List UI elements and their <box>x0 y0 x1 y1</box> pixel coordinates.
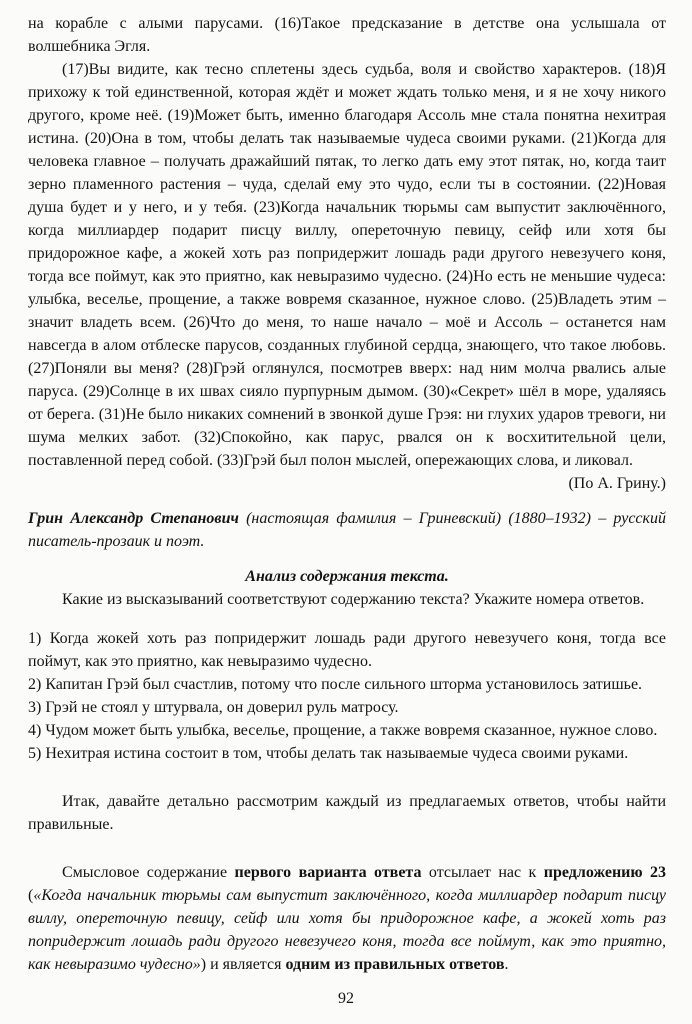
analysis-seg-6: ) и является <box>200 956 286 973</box>
analysis-seg-1: первого варианта ответа <box>234 864 422 881</box>
author-note <box>28 507 666 553</box>
analysis-seg-2: отсылает нас к <box>421 864 544 881</box>
analysis-seg-8: . <box>504 956 509 973</box>
analysis-seg-7: одним из правильных ответов <box>285 956 505 973</box>
attribution: (По А. Грину.) <box>568 475 666 492</box>
author-note-name: Грин Александр Степанович <box>28 510 239 527</box>
opening-paragraph: на корабле с алыми парусами. (16)Такое предсказание в детстве она услышала от волшебника Эгля. <box>28 15 666 55</box>
options-list <box>28 627 666 765</box>
task-question: Какие из высказываний соответствуют содержанию текста? Укажите номера ответов. <box>62 591 645 608</box>
analysis-quote: «Когда начальник тюрьмы сам выпустит заключённого, когда миллиардер подарит писцу виллу, опереточную певицу, сейф или хотя бы придорожное кафе, а жокей хоть раз попридержит лошадь ради другого невезучего коня, тогда все поймут, как это приятно, как невыразимо чудесно» <box>28 887 666 973</box>
option-1: 1) Когда жокей хоть раз попридержит лошадь ради другого невезучего коня, тогда все поймут, как это приятно, как невыразимо чудесно. <box>28 630 666 670</box>
analysis-seg-0: Смысловое содержание <box>62 864 235 881</box>
option-5: 5) Нехитрая истина состоит в том, чтобы делать так называемые чудеса своими руками. <box>28 745 629 762</box>
option-4: 4) Чудом может быть улыбка, веселье, прощение, а также вовремя сказанное, нужное слово. <box>28 722 658 739</box>
option-2: 2) Капитан Грэй был счастлив, потому что после сильного шторма установилось затишье. <box>28 676 643 693</box>
page-number: 92 <box>338 990 354 1007</box>
option-3: 3) Грэй не стоял у штурвала, он доверил руль матросу. <box>28 699 399 716</box>
main-text-paragraph: (17)Вы видите, как тесно сплетены здесь судьба, воля и свойство характеров. (18)Я прихожу к той единственной, которая ждёт и может ждать только меня, и я не хочу никого другого, кроме неё. (19)Может быть, именно благодаря Ассоль мне стала понятна нехитрая истина. (20)Она в том, чтобы делать так называемые чудеса своими руками. (21)Когда для человека главное – получать дражайший пятак, то легко дать ему этот пятак, но, когда таит зерно пламенного растения – чуда, сделай ему это чудо, если ты в состоянии. (22)Новая душа будет и у него, и у тебя. (23)Когда начальник тюрьмы сам выпустит заключённого, когда миллиардер подарит писцу виллу, опереточную певицу, сейф или хотя бы придорожное кафе, а жокей хоть раз попридержит лошадь ради другого невезучего коня, тогда все поймут, как это приятно, как невыразимо чудесно. (24)Но есть не меньшие чудеса: улыбка, веселье, прощение, а также вовремя сказанное, нужное слово. (25)Владеть этим – значит владеть всем. (26)Что до меня, то наше начало – моё и Ассоль – останется нам навсегда в алом отблеске парусов, созданных глубиной сердца, знающего, что такое любовь. (27)Поняли вы меня? (28)Грэй оглянулся, посмотрев вверх: над ним молча рвались алые паруса. (29)Солнце в их швах сияло пурпурным дымом. (30)«Секрет» шёл в море, удаляясь от берега. (31)Не было никаких сомнений в звонкой душе Грэя: ни глухих ударов тревоги, ни шума мелких забот. (32)Спокойно, как парус, рвался он к восхитительной цели, поставленной перед собой. (33)Грэй был полон мыслей, опережающих слова, и ликовал. <box>28 61 666 469</box>
analysis-paragraph <box>28 861 666 976</box>
author-note-rest: (настоящая фамилия – Гриневский) (1880–1932) – русский писатель-прозаик и поэт. <box>28 510 667 550</box>
transition-paragraph: Итак, давайте детально рассмотрим каждый из предлагаемых ответов, чтобы найти правильные. <box>28 793 666 833</box>
section-heading: Анализ содержания текста. <box>245 568 449 585</box>
analysis-seg-4: ( <box>28 887 34 904</box>
analysis-seg-3: предложению 23 <box>543 864 667 881</box>
